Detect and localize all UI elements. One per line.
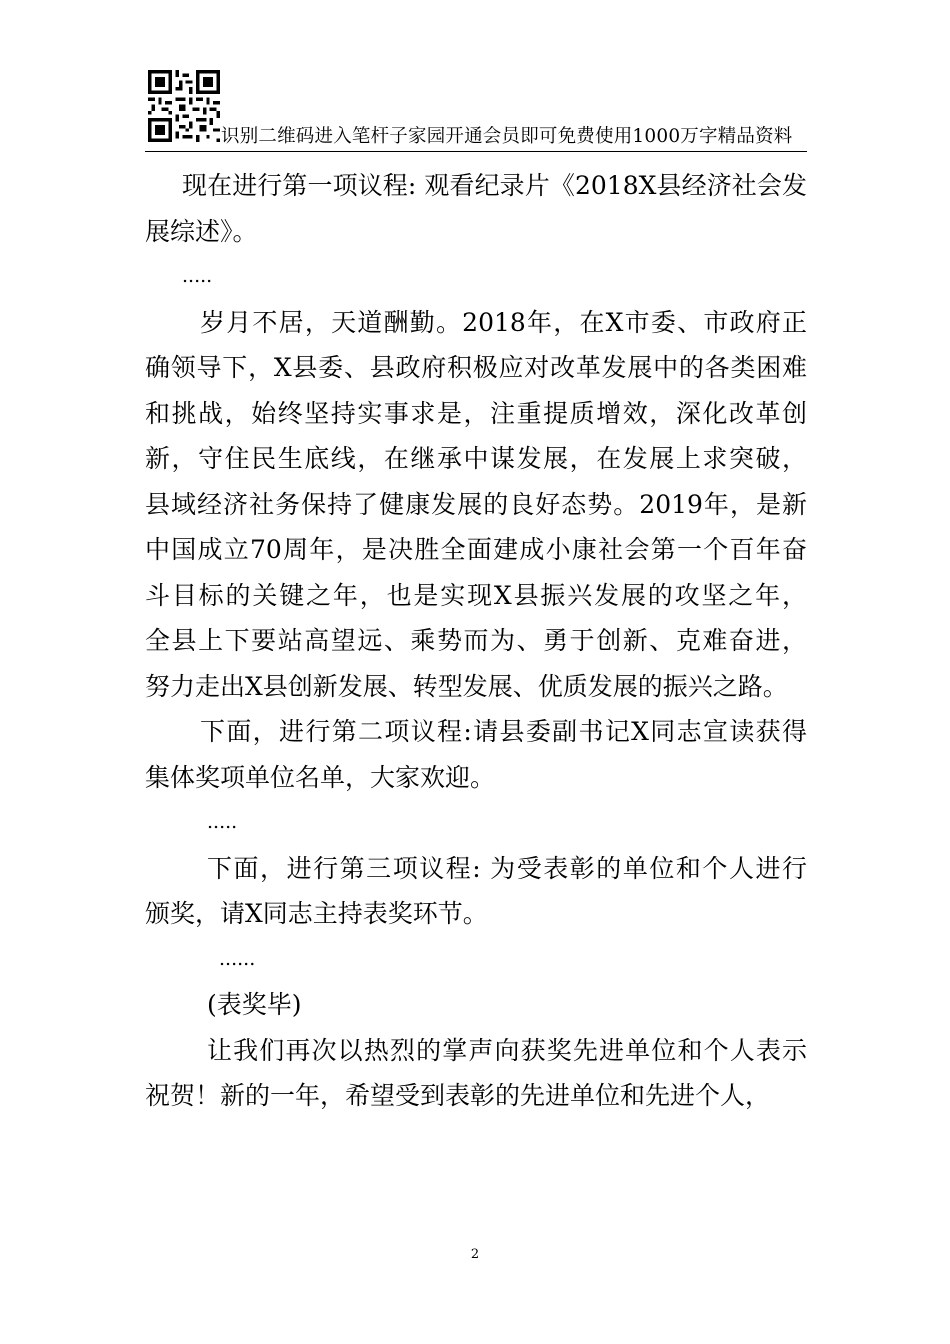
text-line: (表奖毕) [207, 990, 302, 1019]
ellipsis-line: ...... [219, 947, 256, 970]
text-line: 和挑战，始终坚持实事求是，注重提质增效，深化改革创 [145, 398, 807, 428]
text-line: 确领导下，X县委、县政府积极应对改革发展中的各类困难 [145, 353, 807, 382]
header-caption: 识别二维码进入笔杆子家园开通会员即可免费使用1000万字精品资料 [221, 126, 793, 147]
text-line: 岁月不居，天道酬勤。2018年，在X市委、市政府正 [200, 307, 807, 337]
text-line: 下面，进行第三项议程: 为受表彰的单位和个人进行 [207, 853, 807, 883]
page-number: 2 [470, 1247, 480, 1262]
qr-code-icon[interactable] [148, 70, 220, 142]
text-line: 新，守住民生底线，在继承中谋发展，在发展上求突破， [145, 444, 807, 473]
ellipsis-line: ..... [207, 811, 238, 833]
text-line: 颁奖，请X同志主持表奖环节。 [145, 899, 488, 928]
document-body [145, 163, 807, 1119]
text-line: 让我们再次以热烈的掌声向获奖先进单位和个人表示 [207, 1035, 807, 1065]
text-line: 祝贺！新的一年，希望受到表彰的先进单位和先进个人， [145, 1081, 771, 1110]
ellipsis-line: ..... [182, 265, 213, 287]
text-line: 现在进行第一项议程: 观看纪录片《2018X县经济社会发 [182, 171, 807, 200]
text-line: 下面，进行第二项议程:请县委副书记X同志宣读获得 [200, 717, 807, 746]
page-header [145, 68, 807, 154]
text-line: 努力走出X县创新发展、转型发展、优质发展的振兴之路。 [145, 671, 788, 701]
text-line: 展综述》。 [145, 216, 258, 246]
text-line: 县域经济社务保持了健康发展的良好态势。2019年，是新 [145, 489, 807, 519]
text-line: 中国成立70周年，是决胜全面建成小康社会第一个百年奋 [145, 535, 807, 564]
text-line: 斗目标的关键之年，也是实现X县振兴发展的攻坚之年， [145, 580, 807, 610]
text-line: 集体奖项单位名单，大家欢迎。 [145, 762, 496, 792]
text-line: 全县上下要站高望远、乘势而为、勇于创新、克难奋进， [145, 626, 807, 655]
header-divider [145, 151, 807, 152]
